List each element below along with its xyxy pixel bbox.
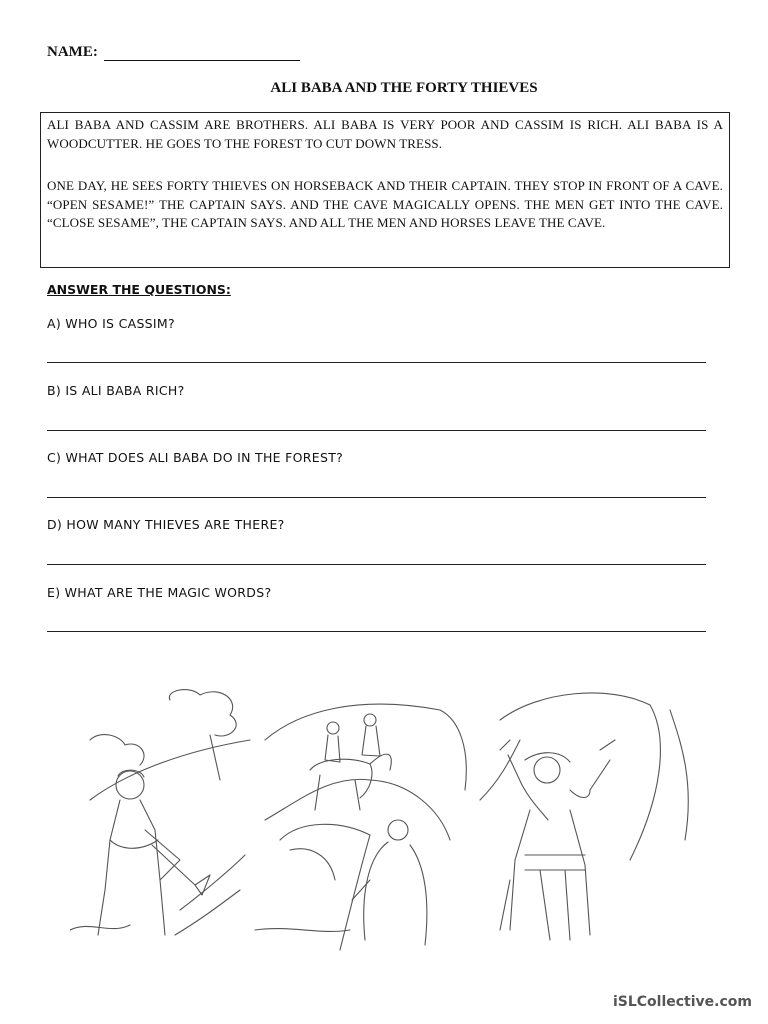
name-blank-line[interactable]: [104, 46, 300, 61]
question-b: B) IS ALI BABA RICH?: [47, 383, 185, 398]
answer-line-c[interactable]: [47, 497, 706, 498]
question-a: A) WHO IS CASSIM?: [47, 316, 175, 331]
name-row: [47, 44, 300, 61]
story-box: [40, 112, 730, 268]
answer-line-d[interactable]: [47, 564, 706, 565]
question-e: E) WHAT ARE THE MAGIC WORDS?: [47, 585, 272, 600]
question-c: C) WHAT DOES ALI BABA DO IN THE FOREST?: [47, 450, 344, 465]
name-label: NAME:: [47, 44, 98, 60]
question-d: D) HOW MANY THIEVES ARE THERE?: [47, 517, 285, 532]
captain-illustration: [480, 693, 688, 940]
story-illustrations: [70, 680, 700, 960]
story-paragraph-1: ALI BABA AND CASSIM ARE BROTHERS. ALI BABA IS VERY POOR AND CASSIM IS RICH. ALI BABA IS A WOODCUTTER. HE GOES TO THE FOREST TO CUT DOWN TRESS.: [47, 117, 723, 151]
woodcutter-illustration: [70, 690, 250, 935]
story-paragraph-2: ONE DAY, HE SEES FORTY THIEVES ON HORSEBACK AND THEIR CAPTAIN. THEY STOP IN FRONT OF A CAVE. “OPEN SESAME!” THE CAPTAIN SAYS. AND THE CAVE MAGICALLY OPENS. THE MEN GET INTO THE CAVE. “CLOSE SESAME”, THE CAPTAIN SAYS. AND ALL THE MEN AND HORSES LEAVE THE CAVE.: [47, 178, 723, 230]
questions-heading: ANSWER THE QUESTIONS:: [47, 282, 231, 297]
thieves-cave-illustration: [255, 704, 466, 950]
answer-line-a[interactable]: [47, 362, 706, 363]
answer-line-b[interactable]: [47, 430, 706, 431]
worksheet-title: ALI BABA AND THE FORTY THIEVES: [270, 80, 538, 96]
answer-line-e[interactable]: [47, 631, 706, 632]
watermark: iSLCollective.com: [612, 994, 752, 1010]
